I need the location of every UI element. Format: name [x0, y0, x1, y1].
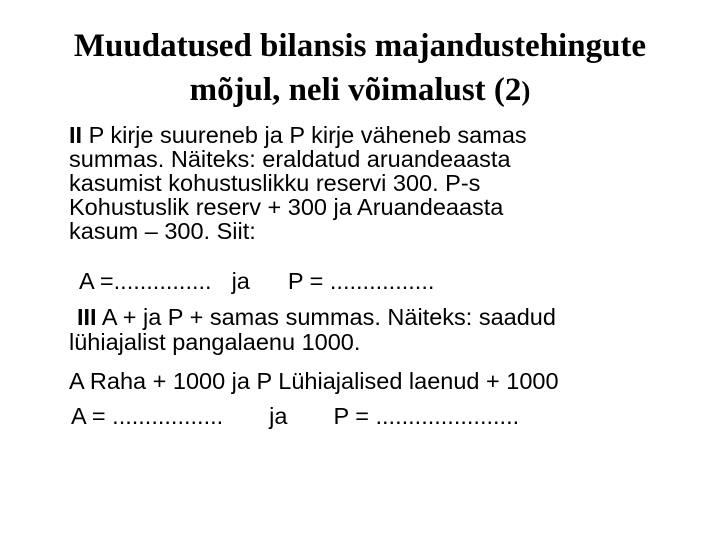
section-3-equation [71, 405, 519, 429]
title-line-2 [0, 68, 720, 113]
title-closing-paren: ) [521, 76, 531, 106]
section-2-line-4: Kohustuslik reserv + 300 ja Aruandeaasta [69, 194, 504, 220]
section-3-line-1-text: A + ja P + samas summas. Näiteks: saadud [96, 304, 556, 330]
section-3-line-2: lühiajalist pangalaenu 1000. [69, 329, 361, 355]
section-3-eq-ja: ja [269, 403, 288, 429]
section-2-line-1-text: P kirje suureneb ja P kirje väheneb samas [82, 122, 527, 148]
section-2-line-5: kasum – 300. Siit: [69, 218, 256, 244]
slide-title [0, 24, 720, 113]
section-2-line-3: kasumist kohustuslikku reservi 300. P-s [69, 170, 481, 196]
section-3-eq-liabilities: P = ...................... [333, 403, 520, 429]
title-line-2-text: mõjul, neli võimalust (2 [189, 72, 522, 108]
section-3-numeral: III [77, 304, 97, 330]
section-2-equation [79, 270, 434, 294]
section-2-eq-liabilities: P = ................ [287, 268, 435, 294]
section-2-line-2: summas. Näiteks: eraldatud aruandeaasta [69, 146, 511, 172]
section-2-eq-assets: A =............... [79, 268, 212, 294]
section-2-numeral: II [69, 122, 83, 148]
section-3-line-1 [77, 306, 556, 330]
section-3-line-3: A Raha + 1000 ja P Lühiajalised laenud + 1000 [69, 368, 559, 394]
section-3-eq-assets: A = ................. [71, 403, 224, 429]
section-2-line-1 [69, 124, 527, 148]
section-2-eq-ja: ja [231, 268, 250, 294]
title-line-1: Muudatused bilansis majandustehingute [73, 28, 647, 64]
